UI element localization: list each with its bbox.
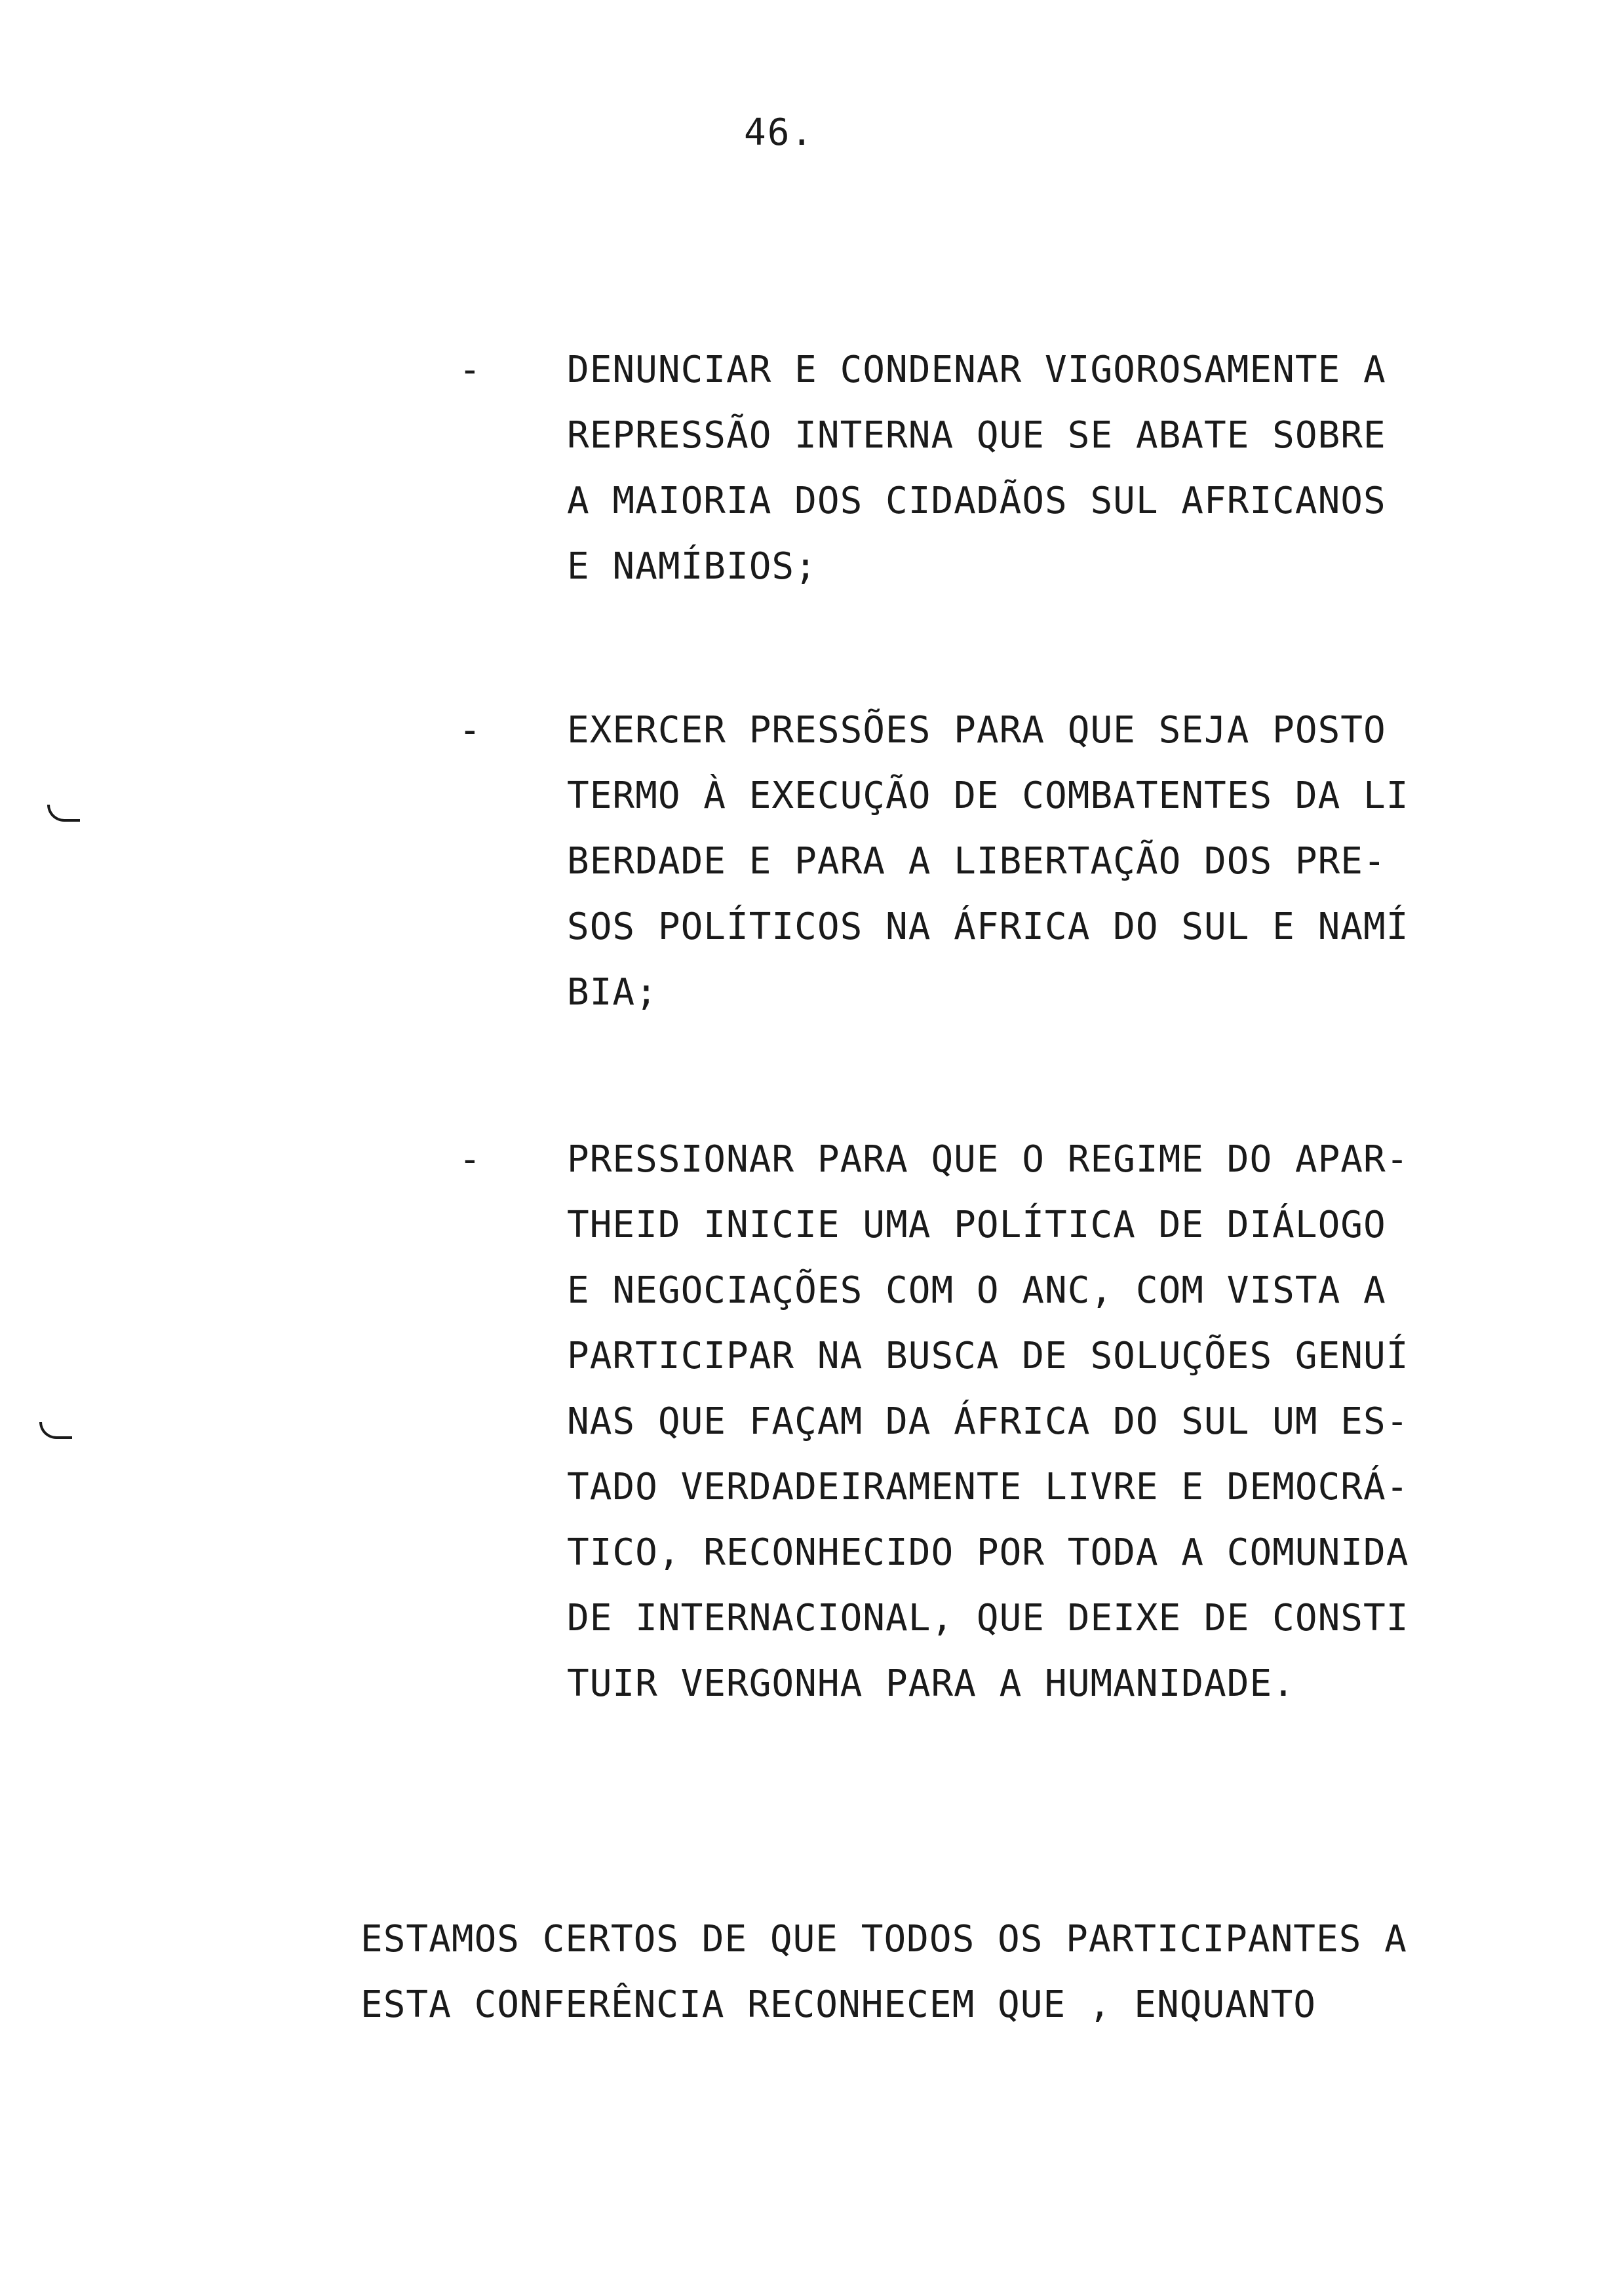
text-line: TUIR VERGONHA PARA A HUMANIDADE. [567,1662,1295,1705]
text-line: TERMO À EXECUÇÃO DE COMBATENTES DA LI [567,775,1409,817]
text-line: ESTAMOS CERTOS DE QUE TODOS OS PARTICIPANTES A [360,1918,1407,1961]
text-line: REPRESSÃO INTERNA QUE SE ABATE SOBRE [567,414,1386,457]
list-bullet-dash: - [459,1138,481,1181]
list-bullet-dash: - [459,709,481,752]
list-bullet-dash: - [459,349,481,391]
text-line: EXERCER PRESSÕES PARA QUE SEJA POSTO [567,709,1386,752]
text-line: NAS QUE FAÇAM DA ÁFRICA DO SUL UM ES- [567,1400,1409,1443]
text-line: E NAMÍBIOS; [567,545,817,588]
text-line: PRESSIONAR PARA QUE O REGIME DO APAR- [567,1138,1409,1181]
text-line: E NEGOCIAÇÕES COM O ANC, COM VISTA A [567,1269,1386,1312]
page-number: 46. [744,111,815,154]
text-line: BIA; [567,971,658,1014]
text-line: SOS POLÍTICOS NA ÁFRICA DO SUL E NAMÍ [567,906,1409,948]
margin-hole-mark [39,1422,72,1439]
margin-hole-mark [47,805,80,822]
text-line: TADO VERDADEIRAMENTE LIVRE E DEMOCRÁ- [567,1466,1409,1508]
text-line: PARTICIPAR NA BUSCA DE SOLUÇÕES GENUÍ [567,1335,1409,1377]
text-line: DE INTERNACIONAL, QUE DEIXE DE CONSTI [567,1597,1409,1639]
text-line: A MAIORIA DOS CIDADÃOS SUL AFRICANOS [567,480,1386,522]
text-line: TICO, RECONHECIDO POR TODA A COMUNIDA [567,1531,1409,1574]
text-line: ESTA CONFERÊNCIA RECONHECEM QUE , ENQUANTO [360,1983,1317,2026]
text-line: THEID INICIE UMA POLÍTICA DE DIÁLOGO [567,1204,1386,1246]
text-line: BERDADE E PARA A LIBERTAÇÃO DOS PRE- [567,840,1386,883]
text-line: DENUNCIAR E CONDENAR VIGOROSAMENTE A [567,349,1386,391]
